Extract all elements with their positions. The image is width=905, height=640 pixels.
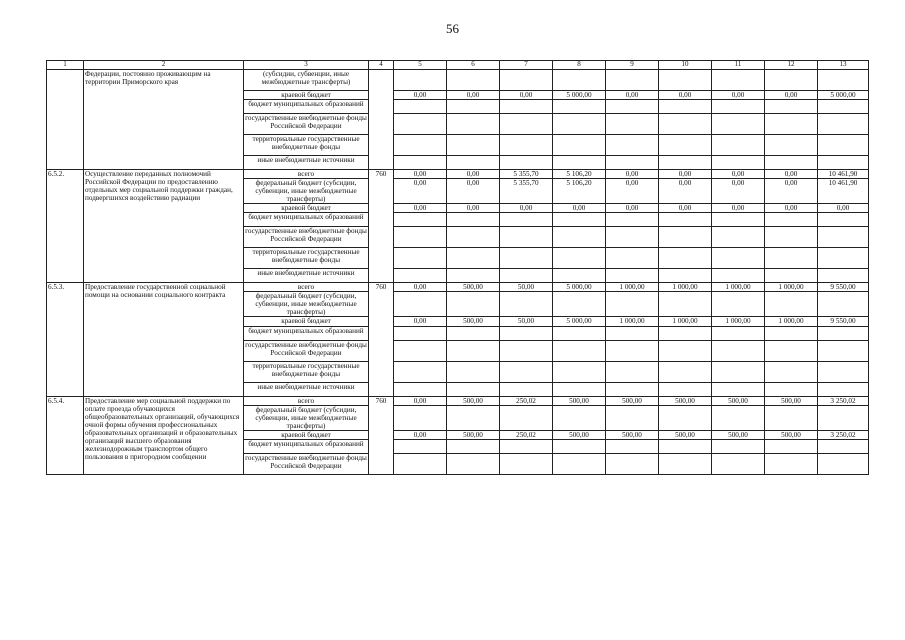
value-cell bbox=[553, 453, 606, 474]
value-cell bbox=[553, 213, 606, 227]
value-cell bbox=[606, 269, 659, 283]
header-cell: 9 bbox=[606, 61, 659, 70]
value-cell bbox=[765, 99, 818, 113]
value-cell bbox=[818, 113, 869, 134]
header-cell: 3 bbox=[244, 61, 369, 70]
value-cell: 5 000,00 bbox=[553, 283, 606, 292]
value-cell bbox=[447, 213, 500, 227]
funding-source: государственные внебюджетные фонды Российской Федерации bbox=[244, 113, 369, 134]
value-cell bbox=[500, 453, 553, 474]
value-cell bbox=[606, 69, 659, 90]
funding-source: федеральный бюджет (субсидии, субвенции, иные межбюджетные трансферты) bbox=[244, 292, 369, 317]
value-cell: 500,00 bbox=[659, 430, 712, 439]
value-cell: 500,00 bbox=[447, 430, 500, 439]
value-cell bbox=[765, 382, 818, 396]
value-cell: 5 355,70 bbox=[500, 169, 553, 178]
table-row bbox=[47, 396, 869, 405]
value-cell bbox=[818, 405, 869, 430]
value-cell bbox=[712, 248, 765, 269]
value-cell bbox=[818, 340, 869, 361]
value-cell bbox=[712, 439, 765, 453]
value-cell bbox=[500, 439, 553, 453]
grbs-code: 760 bbox=[369, 396, 394, 474]
value-cell: 0,00 bbox=[659, 169, 712, 178]
value-cell bbox=[606, 326, 659, 340]
value-cell bbox=[818, 382, 869, 396]
funding-source: краевой бюджет bbox=[244, 430, 369, 439]
value-cell bbox=[765, 361, 818, 382]
value-cell bbox=[447, 340, 500, 361]
value-cell bbox=[818, 292, 869, 317]
value-cell bbox=[765, 453, 818, 474]
value-cell bbox=[447, 326, 500, 340]
value-cell bbox=[606, 405, 659, 430]
grbs-code: 760 bbox=[369, 283, 394, 396]
funding-source: федеральный бюджет (субсидии, субвенции, иные межбюджетные трансферты) bbox=[244, 405, 369, 430]
value-cell bbox=[447, 361, 500, 382]
value-cell bbox=[447, 134, 500, 155]
value-cell bbox=[447, 99, 500, 113]
value-cell: 0,00 bbox=[394, 204, 447, 213]
value-cell bbox=[500, 340, 553, 361]
value-cell: 1 000,00 bbox=[765, 317, 818, 326]
value-cell bbox=[394, 439, 447, 453]
funding-source: бюджет муниципальных образований bbox=[244, 213, 369, 227]
value-cell: 5 106,20 bbox=[553, 169, 606, 178]
value-cell bbox=[447, 227, 500, 248]
value-cell bbox=[394, 213, 447, 227]
item-name: Осуществление переданных полномочий Российской Федерации по предоставлению отдельных мер социальной поддержки граждан, подвергшихся воздействию радиации bbox=[84, 169, 244, 282]
funding-source: территориальные государственные внебюджетные фонды bbox=[244, 134, 369, 155]
value-cell bbox=[765, 248, 818, 269]
value-cell bbox=[394, 248, 447, 269]
value-cell bbox=[659, 453, 712, 474]
value-cell bbox=[500, 227, 553, 248]
value-cell bbox=[712, 453, 765, 474]
value-cell bbox=[500, 69, 553, 90]
value-cell: 0,00 bbox=[447, 90, 500, 99]
table-row bbox=[47, 283, 869, 292]
value-cell: 0,00 bbox=[394, 90, 447, 99]
funding-source: бюджет муниципальных образований bbox=[244, 99, 369, 113]
value-cell: 250,02 bbox=[500, 430, 553, 439]
value-cell bbox=[500, 213, 553, 227]
value-cell: 0,00 bbox=[765, 178, 818, 203]
funding-source: государственные внебюджетные фонды Российской Федерации bbox=[244, 453, 369, 474]
value-cell bbox=[447, 269, 500, 283]
header-cell: 4 bbox=[369, 61, 394, 70]
value-cell bbox=[500, 113, 553, 134]
header-cell: 7 bbox=[500, 61, 553, 70]
value-cell bbox=[553, 382, 606, 396]
value-cell bbox=[500, 361, 553, 382]
value-cell bbox=[553, 248, 606, 269]
value-cell: 5 000,00 bbox=[553, 90, 606, 99]
value-cell bbox=[712, 382, 765, 396]
funding-source: государственные внебюджетные фонды Российской Федерации bbox=[244, 340, 369, 361]
value-cell bbox=[606, 439, 659, 453]
value-cell: 500,00 bbox=[712, 396, 765, 405]
item-name: Предоставление государственной социальной помощи на основании социального контракта bbox=[84, 283, 244, 396]
value-cell bbox=[818, 134, 869, 155]
value-cell bbox=[765, 155, 818, 169]
value-cell bbox=[659, 99, 712, 113]
budget-table bbox=[46, 60, 869, 475]
value-cell: 500,00 bbox=[765, 396, 818, 405]
value-cell bbox=[818, 439, 869, 453]
value-cell bbox=[659, 326, 712, 340]
value-cell bbox=[500, 155, 553, 169]
value-cell bbox=[659, 361, 712, 382]
value-cell bbox=[765, 227, 818, 248]
value-cell bbox=[712, 69, 765, 90]
value-cell bbox=[394, 99, 447, 113]
value-cell bbox=[606, 99, 659, 113]
value-cell: 1 000,00 bbox=[606, 283, 659, 292]
value-cell bbox=[765, 213, 818, 227]
value-cell bbox=[659, 155, 712, 169]
value-cell: 0,00 bbox=[712, 204, 765, 213]
value-cell: 0,00 bbox=[659, 90, 712, 99]
value-cell: 5 000,00 bbox=[818, 90, 869, 99]
value-cell: 0,00 bbox=[606, 204, 659, 213]
value-cell bbox=[606, 453, 659, 474]
value-cell bbox=[606, 340, 659, 361]
value-cell bbox=[500, 269, 553, 283]
header-cell: 11 bbox=[712, 61, 765, 70]
value-cell bbox=[394, 405, 447, 430]
value-cell: 5 000,00 bbox=[553, 317, 606, 326]
value-cell: 0,00 bbox=[659, 204, 712, 213]
header-cell: 1 bbox=[47, 61, 84, 70]
page-number: 56 bbox=[446, 21, 459, 36]
value-cell bbox=[394, 134, 447, 155]
value-cell: 0,00 bbox=[712, 178, 765, 203]
value-cell: 500,00 bbox=[553, 396, 606, 405]
value-cell bbox=[765, 292, 818, 317]
funding-source: федеральный бюджет (субсидии, субвенции, иные межбюджетные трансферты) bbox=[244, 178, 369, 203]
value-cell bbox=[712, 340, 765, 361]
value-cell: 0,00 bbox=[606, 169, 659, 178]
value-cell: 0,00 bbox=[500, 204, 553, 213]
value-cell bbox=[765, 134, 818, 155]
value-cell bbox=[659, 382, 712, 396]
value-cell: 500,00 bbox=[553, 430, 606, 439]
value-cell bbox=[818, 453, 869, 474]
funding-source: иные внебюджетные источники bbox=[244, 382, 369, 396]
value-cell bbox=[447, 292, 500, 317]
value-cell: 0,00 bbox=[394, 396, 447, 405]
value-cell: 0,00 bbox=[818, 204, 869, 213]
value-cell bbox=[553, 99, 606, 113]
value-cell: 0,00 bbox=[394, 178, 447, 203]
funding-source: всего bbox=[244, 396, 369, 405]
value-cell: 0,00 bbox=[712, 169, 765, 178]
value-cell: 5 106,20 bbox=[553, 178, 606, 203]
value-cell: 3 250,02 bbox=[818, 430, 869, 439]
value-cell bbox=[765, 113, 818, 134]
grbs-code bbox=[369, 69, 394, 169]
value-cell bbox=[447, 69, 500, 90]
value-cell: 0,00 bbox=[659, 178, 712, 203]
value-cell bbox=[818, 361, 869, 382]
value-cell bbox=[606, 113, 659, 134]
value-cell bbox=[394, 227, 447, 248]
value-cell bbox=[394, 326, 447, 340]
value-cell: 0,00 bbox=[394, 430, 447, 439]
value-cell bbox=[553, 155, 606, 169]
header-cell: 2 bbox=[84, 61, 244, 70]
funding-source: всего bbox=[244, 169, 369, 178]
value-cell bbox=[712, 405, 765, 430]
value-cell bbox=[818, 269, 869, 283]
value-cell bbox=[712, 155, 765, 169]
funding-source: территориальные государственные внебюджетные фонды bbox=[244, 248, 369, 269]
value-cell bbox=[500, 99, 553, 113]
value-cell bbox=[447, 113, 500, 134]
value-cell: 1 000,00 bbox=[659, 283, 712, 292]
value-cell: 500,00 bbox=[447, 396, 500, 405]
value-cell bbox=[553, 113, 606, 134]
value-cell: 10 461,90 bbox=[818, 169, 869, 178]
funding-source: (субсидии, субвенции, иные межбюджетные трансферты) bbox=[244, 69, 369, 90]
value-cell: 50,00 bbox=[500, 317, 553, 326]
value-cell bbox=[447, 382, 500, 396]
value-cell: 1 000,00 bbox=[606, 317, 659, 326]
value-cell bbox=[553, 340, 606, 361]
value-cell bbox=[765, 269, 818, 283]
value-cell bbox=[447, 453, 500, 474]
value-cell bbox=[712, 213, 765, 227]
value-cell: 0,00 bbox=[394, 317, 447, 326]
value-cell bbox=[394, 382, 447, 396]
value-cell bbox=[394, 292, 447, 317]
value-cell bbox=[447, 405, 500, 430]
value-cell bbox=[606, 361, 659, 382]
value-cell bbox=[659, 340, 712, 361]
funding-source: территориальные государственные внебюджетные фонды bbox=[244, 361, 369, 382]
value-cell bbox=[500, 405, 553, 430]
value-cell: 1 000,00 bbox=[659, 317, 712, 326]
value-cell: 0,00 bbox=[712, 90, 765, 99]
value-cell bbox=[765, 340, 818, 361]
value-cell bbox=[500, 292, 553, 317]
value-cell bbox=[394, 113, 447, 134]
header-cell: 10 bbox=[659, 61, 712, 70]
value-cell bbox=[818, 213, 869, 227]
funding-source: краевой бюджет bbox=[244, 204, 369, 213]
item-code: 6.5.2. bbox=[47, 169, 84, 282]
table-row bbox=[47, 69, 869, 90]
value-cell: 5 355,70 bbox=[500, 178, 553, 203]
value-cell: 50,00 bbox=[500, 283, 553, 292]
value-cell bbox=[394, 69, 447, 90]
value-cell bbox=[765, 439, 818, 453]
value-cell bbox=[818, 99, 869, 113]
header-cell: 6 bbox=[447, 61, 500, 70]
funding-source: иные внебюджетные источники bbox=[244, 155, 369, 169]
value-cell bbox=[606, 134, 659, 155]
value-cell bbox=[394, 361, 447, 382]
value-cell: 1 000,00 bbox=[712, 317, 765, 326]
value-cell bbox=[659, 439, 712, 453]
value-cell bbox=[553, 227, 606, 248]
value-cell bbox=[659, 69, 712, 90]
value-cell bbox=[659, 405, 712, 430]
value-cell: 9 550,00 bbox=[818, 317, 869, 326]
funding-source: краевой бюджет bbox=[244, 90, 369, 99]
value-cell bbox=[765, 405, 818, 430]
funding-source: краевой бюджет bbox=[244, 317, 369, 326]
value-cell bbox=[606, 248, 659, 269]
value-cell bbox=[606, 227, 659, 248]
value-cell bbox=[606, 292, 659, 317]
value-cell bbox=[818, 69, 869, 90]
value-cell bbox=[659, 248, 712, 269]
value-cell bbox=[553, 292, 606, 317]
value-cell bbox=[712, 99, 765, 113]
value-cell bbox=[659, 269, 712, 283]
value-cell: 0,00 bbox=[394, 169, 447, 178]
value-cell bbox=[500, 382, 553, 396]
value-cell bbox=[394, 155, 447, 169]
value-cell: 0,00 bbox=[447, 169, 500, 178]
value-cell: 0,00 bbox=[606, 178, 659, 203]
value-cell: 1 000,00 bbox=[712, 283, 765, 292]
item-name: Предоставление мер социальной поддержки по оплате проезда обучающихся общеобразовательных организаций, обучающихся очной формы обучения профессиональных образовательных организаций и образовательных организаций высшего образования железнодорожным транспортом общего пользования в пригородном сообщении bbox=[84, 396, 244, 474]
value-cell bbox=[818, 326, 869, 340]
value-cell: 10 461,90 bbox=[818, 178, 869, 203]
value-cell bbox=[500, 326, 553, 340]
value-cell: 9 550,00 bbox=[818, 283, 869, 292]
value-cell bbox=[712, 326, 765, 340]
value-cell bbox=[712, 227, 765, 248]
value-cell bbox=[712, 361, 765, 382]
value-cell bbox=[659, 113, 712, 134]
funding-source: иные внебюджетные источники bbox=[244, 269, 369, 283]
item-name: Федерации, постоянно проживающим на территории Приморского края bbox=[84, 69, 244, 169]
value-cell bbox=[659, 227, 712, 248]
value-cell bbox=[553, 361, 606, 382]
value-cell: 500,00 bbox=[606, 430, 659, 439]
value-cell bbox=[500, 248, 553, 269]
value-cell bbox=[553, 326, 606, 340]
value-cell: 500,00 bbox=[447, 283, 500, 292]
value-cell bbox=[818, 227, 869, 248]
value-cell: 0,00 bbox=[765, 90, 818, 99]
value-cell bbox=[712, 134, 765, 155]
value-cell: 0,00 bbox=[394, 283, 447, 292]
value-cell: 0,00 bbox=[765, 204, 818, 213]
table-row bbox=[47, 169, 869, 178]
value-cell bbox=[553, 69, 606, 90]
value-cell: 500,00 bbox=[712, 430, 765, 439]
value-cell bbox=[712, 269, 765, 283]
value-cell: 500,00 bbox=[606, 396, 659, 405]
value-cell bbox=[553, 439, 606, 453]
header-cell: 12 bbox=[765, 61, 818, 70]
value-cell bbox=[818, 155, 869, 169]
value-cell: 500,00 bbox=[447, 317, 500, 326]
value-cell: 3 250,02 bbox=[818, 396, 869, 405]
funding-source: всего bbox=[244, 283, 369, 292]
funding-source: государственные внебюджетные фонды Российской Федерации bbox=[244, 227, 369, 248]
header-cell: 13 bbox=[818, 61, 869, 70]
value-cell: 0,00 bbox=[500, 90, 553, 99]
value-cell bbox=[500, 134, 553, 155]
value-cell bbox=[659, 134, 712, 155]
value-cell bbox=[553, 405, 606, 430]
value-cell: 500,00 bbox=[659, 396, 712, 405]
value-cell: 1 000,00 bbox=[765, 283, 818, 292]
value-cell bbox=[659, 292, 712, 317]
value-cell bbox=[606, 213, 659, 227]
value-cell: 500,00 bbox=[765, 430, 818, 439]
funding-source: бюджет муниципальных образований bbox=[244, 439, 369, 453]
item-code bbox=[47, 69, 84, 169]
value-cell: 250,02 bbox=[500, 396, 553, 405]
value-cell bbox=[712, 113, 765, 134]
value-cell bbox=[394, 453, 447, 474]
value-cell: 0,00 bbox=[606, 90, 659, 99]
value-cell: 0,00 bbox=[447, 178, 500, 203]
value-cell bbox=[553, 134, 606, 155]
value-cell bbox=[765, 69, 818, 90]
value-cell: 0,00 bbox=[553, 204, 606, 213]
value-cell bbox=[659, 213, 712, 227]
value-cell bbox=[765, 326, 818, 340]
value-cell bbox=[606, 382, 659, 396]
funding-source: бюджет муниципальных образований bbox=[244, 326, 369, 340]
value-cell bbox=[606, 155, 659, 169]
grbs-code: 760 bbox=[369, 169, 394, 282]
value-cell bbox=[447, 155, 500, 169]
value-cell bbox=[394, 269, 447, 283]
value-cell: 0,00 bbox=[447, 204, 500, 213]
header-cell: 8 bbox=[553, 61, 606, 70]
value-cell bbox=[553, 269, 606, 283]
header-row bbox=[47, 61, 869, 70]
value-cell bbox=[394, 340, 447, 361]
value-cell bbox=[818, 248, 869, 269]
value-cell bbox=[447, 248, 500, 269]
value-cell bbox=[447, 439, 500, 453]
item-code: 6.5.4. bbox=[47, 396, 84, 474]
value-cell bbox=[712, 292, 765, 317]
header-cell: 5 bbox=[394, 61, 447, 70]
item-code: 6.5.3. bbox=[47, 283, 84, 396]
value-cell: 0,00 bbox=[765, 169, 818, 178]
